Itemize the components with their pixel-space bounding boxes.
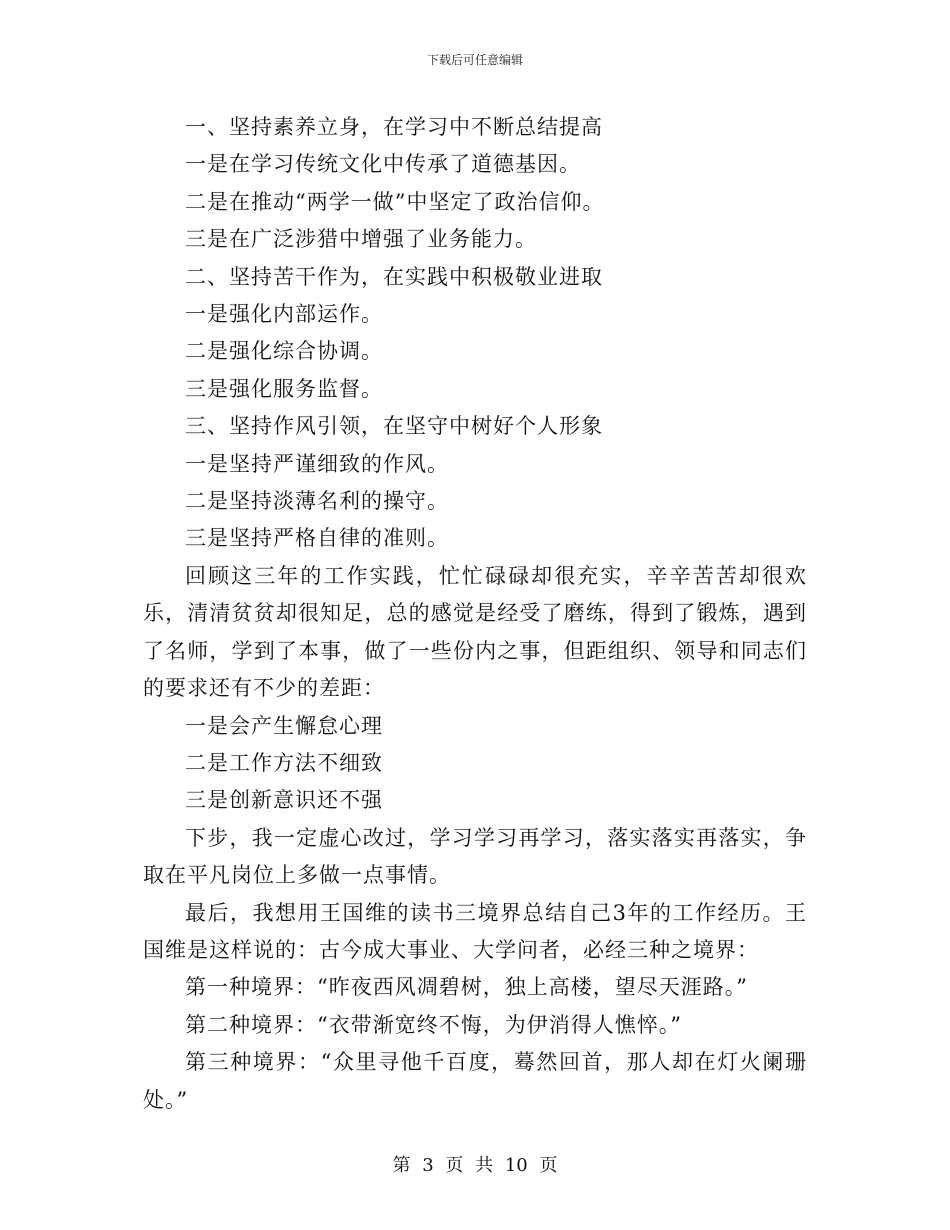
paragraph: 一是坚持严谨细致的作风。 bbox=[185, 451, 449, 476]
section-heading-3: 三、坚持作风引领，在坚守中树好个人形象 bbox=[185, 414, 603, 439]
paragraph: 第一种境界：“昨夜西风凋碧树，独上高楼，望尽天涯路。” bbox=[185, 975, 748, 1000]
paragraph: 三是强化服务监督。 bbox=[185, 376, 383, 401]
paragraph: 第二种境界：“衣带渐宽终不悔，为伊消得人憔悴。” bbox=[185, 1012, 682, 1037]
paragraph: 二是工作方法不细致 bbox=[185, 750, 383, 775]
page-footer: 第 3 页 共 10 页 bbox=[392, 1155, 558, 1176]
paragraph: 二是强化综合协调。 bbox=[185, 339, 383, 364]
section-heading-1: 一、坚持素养立身，在学习中不断总结提高 bbox=[185, 115, 603, 139]
page-header: 下载后可任意编辑 bbox=[426, 53, 523, 67]
paragraph: 一是会产生懈怠心理 bbox=[185, 713, 383, 738]
paragraph: 一是在学习传统文化中传承了道德基因。 bbox=[185, 152, 581, 177]
document-body bbox=[143, 109, 807, 1119]
paragraph: 三是创新意识还不强 bbox=[185, 788, 383, 813]
section-heading-2: 二、坚持苦干作为，在实践中积极敬业进取 bbox=[185, 264, 603, 289]
paragraph: 第三种境界：“众里寻他千百度，蓦然回首，那人却在灯火阑珊处。” bbox=[143, 1050, 807, 1112]
paragraph: 一是强化内部运作。 bbox=[185, 302, 383, 327]
paragraph: 二是在推动“两学一做”中坚定了政治信仰。 bbox=[185, 189, 605, 214]
paragraph: 三是在广泛涉猎中增强了业务能力。 bbox=[185, 227, 537, 252]
paragraph: 二是坚持淡薄名利的操守。 bbox=[185, 489, 449, 514]
paragraph: 下步，我一定虚心改过，学习学习再学习，落实落实再落实，争取在平凡岗位上多做一点事情。 bbox=[143, 825, 807, 888]
paragraph: 三是坚持严格自律的准则。 bbox=[185, 526, 449, 551]
paragraph: 回顾这三年的工作实践，忙忙碌碌却很充实，辛辛苦苦却很欢乐，清清贫贫却很知足，总的感觉是经受了磨练，得到了锻炼，遇到了名师，学到了本事，做了一些份内之事，但距组织、领导和同志们的要求还有不少的差距： bbox=[143, 563, 807, 701]
paragraph: 最后，我想用王国维的读书三境界总结自己3年的工作经历。王国维是这样说的：古今成大事业、大学问者，必经三种之境界： bbox=[143, 900, 807, 962]
